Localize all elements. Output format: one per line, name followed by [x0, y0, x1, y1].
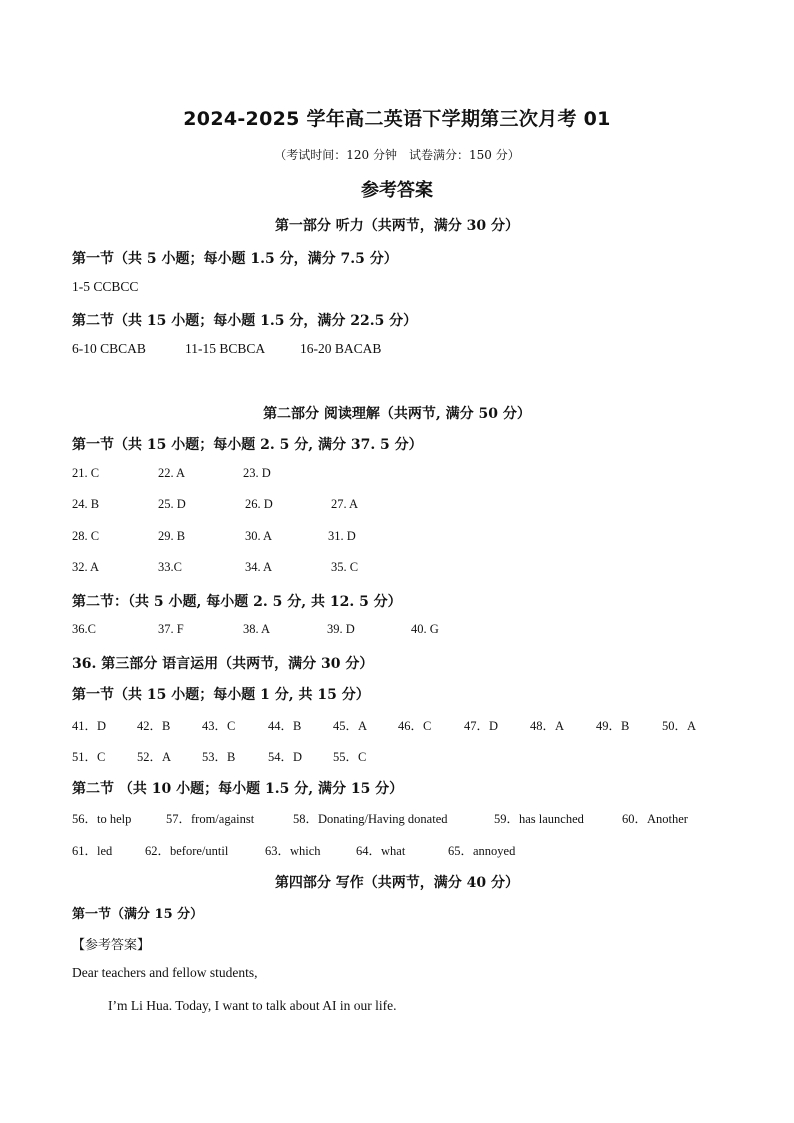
- page-title: 2024-2025 学年高二英语下学期第三次月考 01: [183, 108, 611, 130]
- answer-item: 37. F: [158, 622, 184, 636]
- answer-item: 59．has launched: [494, 812, 584, 826]
- answer-item: 55．C: [333, 750, 367, 764]
- answer-item: 34. A: [245, 560, 273, 574]
- answer-item: 58．Donating/Having donated: [293, 812, 448, 826]
- part1-sec1-heading: 第一节（共 5 小题；每小题 1.5 分，满分 7.5 分）: [72, 251, 398, 267]
- answer-item: 35. C: [331, 560, 359, 574]
- part3-heading: 36. 第三部分 语言运用（共两节，满分 30 分）: [72, 656, 374, 672]
- part4-heading: 第四部分 写作（共两节，满分 40 分）: [274, 875, 520, 891]
- answer-item: 44．B: [268, 719, 302, 733]
- answers-heading: 参考答案: [361, 180, 433, 201]
- part1-sec2-heading: 第二节（共 15 小题；每小题 1.5 分，满分 22.5 分）: [72, 313, 418, 329]
- answer-item: 41．D: [72, 719, 107, 733]
- answer-item: 63．which: [265, 844, 321, 858]
- answer-item: 33.C: [158, 560, 182, 574]
- answer-item: 23. D: [243, 466, 271, 480]
- answer-item: 64．what: [356, 844, 406, 858]
- answer-item: 61．led: [72, 844, 113, 858]
- exam-info: （考试时间：120 分钟 试卷满分：150 分）: [274, 148, 520, 162]
- part1-sec2-answer: 6-10 CBCAB: [72, 341, 146, 356]
- answer-item: 50．A: [662, 719, 697, 733]
- part3-sec2-heading: 第二节 （共 10 小题；每小题 1.5 分, 满分 15 分）: [72, 781, 404, 797]
- answer-item: 29. B: [158, 529, 186, 543]
- answer-item: 60．Another: [622, 812, 688, 826]
- answer-item: 43．C: [202, 719, 236, 733]
- part3-sec1-heading: 第一节（共 15 小题；每小题 1 分, 共 15 分）: [72, 687, 370, 703]
- answer-item: 53．B: [202, 750, 236, 764]
- answer-item: 38. A: [243, 622, 271, 636]
- reference-answer-label: 【参考答案】: [72, 938, 151, 953]
- part1-sec2-answer: 16-20 BACAB: [300, 341, 382, 356]
- answer-item: 24. B: [72, 497, 100, 511]
- part2-sec1-heading: 第一节（共 15 小题；每小题 2. 5 分, 满分 37. 5 分）: [72, 437, 423, 453]
- answer-item: 22. A: [158, 466, 186, 480]
- answer-item: 28. C: [72, 529, 100, 543]
- answer-item: 52．A: [137, 750, 172, 764]
- answer-item: 25. D: [158, 497, 186, 511]
- answer-item: 21. C: [72, 466, 100, 480]
- answer-item: 57．from/against: [166, 812, 255, 826]
- answer-item: 30. A: [245, 529, 273, 543]
- part1-sec2-answer: 11-15 BCBCA: [185, 341, 266, 356]
- answer-item: 51．C: [72, 750, 106, 764]
- answer-item: 65．annoyed: [448, 844, 516, 858]
- answer-item: 27. A: [331, 497, 359, 511]
- answer-item: 54．D: [268, 750, 303, 764]
- answer-item: 48．A: [530, 719, 565, 733]
- answer-item: 32. A: [72, 560, 100, 574]
- answer-item: 40. G: [411, 622, 439, 636]
- answer-item: 39. D: [327, 622, 355, 636]
- part1-sec1-answers: 1-5 CCBCC: [72, 279, 139, 294]
- part1-heading: 第一部分 听力（共两节，满分 30 分）: [274, 218, 520, 234]
- essay-paragraph: I’m Li Hua. Today, I want to talk about AI in our life.: [108, 998, 397, 1013]
- answer-item: 49．B: [596, 719, 630, 733]
- answer-item: 31. D: [328, 529, 356, 543]
- answer-item: 46．C: [398, 719, 432, 733]
- answer-item: 47．D: [464, 719, 499, 733]
- part2-sec2-heading: 第二节：（共 5 小题, 每小题 2. 5 分, 共 12. 5 分）: [72, 594, 402, 610]
- answer-item: 62．before/until: [145, 844, 229, 858]
- essay-greeting: Dear teachers and fellow students,: [72, 965, 258, 980]
- answer-item: 42．B: [137, 719, 171, 733]
- part4-sec1-heading: 第一节（满分 15 分）: [72, 907, 204, 922]
- answer-item: 36.C: [72, 622, 96, 636]
- answer-item: 45．A: [333, 719, 368, 733]
- answer-item: 26. D: [245, 497, 273, 511]
- answer-item: 56．to help: [72, 812, 132, 826]
- part2-heading: 第二部分 阅读理解（共两节, 满分 50 分）: [263, 406, 531, 422]
